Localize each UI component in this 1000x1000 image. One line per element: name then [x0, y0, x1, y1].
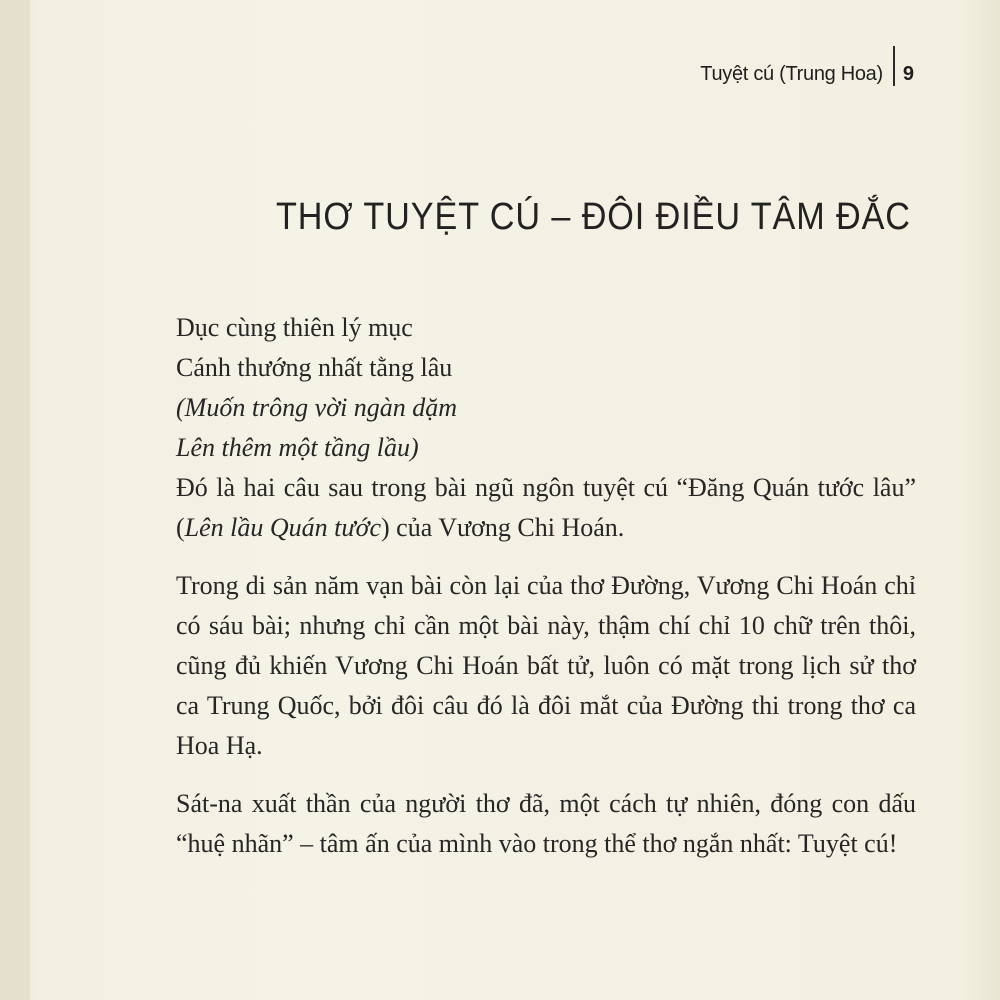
poem-line: Dục cùng thiên lý mục	[176, 313, 413, 342]
paragraph-text: ) của Vương Chi Hoán.	[381, 513, 625, 542]
body-text	[176, 308, 916, 864]
running-title: Tuyệt cú (Trung Hoa)	[700, 63, 883, 85]
poem-excerpt	[176, 308, 916, 468]
poem-title-translation: Lên lầu Quán tước	[184, 513, 381, 542]
page-number: 9	[902, 63, 914, 85]
chapter-title: THƠ TUYỆT CÚ – ĐÔI ĐIỀU TÂM ĐẮC	[276, 196, 911, 238]
poem-line: Cánh thướng nhất tằng lâu	[176, 353, 453, 382]
poem-translation-line: Lên thêm một tầng lầu)	[176, 433, 419, 462]
paragraph-legacy: Trong di sản năm vạn bài còn lại của thơ Đường, Vương Chi Hoán chỉ có sáu bài; nhưng chỉ cần một bài này, thậm chí chỉ 10 chữ trên thôi, cũng đủ khiến Vương Chi Hoán bất tử, luôn có mặt trong lịch sử thơ ca Trung Quốc, bởi đôi câu đó là đôi mắt của Đường thi trong thơ ca Hoa Hạ.	[176, 571, 916, 760]
paragraph-intro	[176, 468, 916, 548]
page-gutter-shadow	[0, 0, 30, 1000]
paragraph-conclusion: Sát-na xuất thần của người thơ đã, một cách tự nhiên, đóng con dấu “huệ nhãn” – tâm ấn của mình vào trong thể thơ ngắn nhất: Tuyệt cú!	[176, 789, 916, 858]
paragraph-text: Đó là hai câu sau trong bài ngũ ngôn tuyệt cú “Đăng Quán tước lâu” (	[176, 473, 916, 542]
running-header	[700, 58, 914, 86]
poem-translation-line: (Muốn trông vời ngàn dặm	[176, 393, 458, 422]
